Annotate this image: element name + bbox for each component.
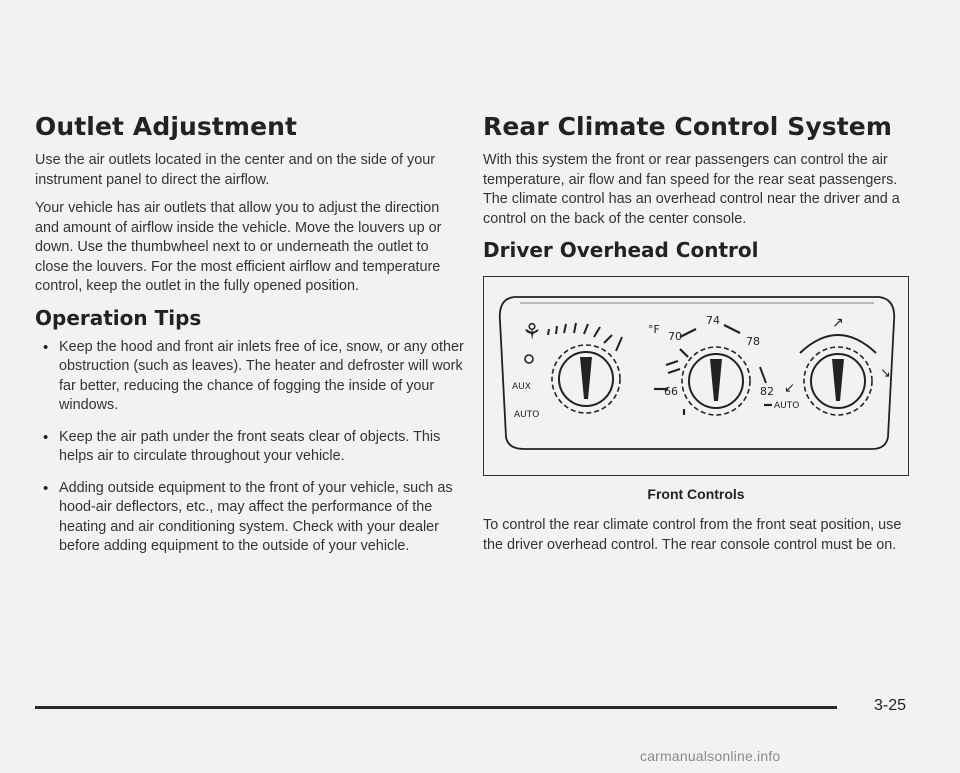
- outlet-paragraph-2: Your vehicle has air outlets that allow you to adjust the direction and amount of airflow inside the vehicle. Move the louvers up or down. Use the thumbwheel next to or underneath the outlet to close the louvers. For the most efficient airflow and temperature control, keep the outlet in the fully opened position.: [35, 200, 442, 294]
- operation-tips-heading: Operation Tips: [35, 305, 202, 330]
- auto-label-left: AUTO: [514, 410, 540, 420]
- fan-icon: ⚘: [522, 320, 542, 345]
- upper-vent-icon: ↗: [832, 315, 844, 331]
- rear-climate-intro: With this system the front or rear passengers can control the air temperature, air flow and fan speed for the rear seat passengers. The climate control has an overhead control near the driver and a control on the back of the center console.: [483, 152, 900, 227]
- list-item: • Keep the air path under the front seats clear of objects. This helps air to circulate throughout your vehicle.: [35, 428, 465, 467]
- aux-label: AUX: [512, 382, 531, 392]
- driver-overhead-heading: Driver Overhead Control: [483, 238, 759, 262]
- auto-label-right: AUTO: [774, 401, 800, 411]
- floor-vent-icon-right: ↘: [880, 366, 891, 381]
- outlet-paragraph-1: Use the air outlets located in the center and on the side of your instrument panel to direct the airflow.: [35, 152, 435, 188]
- left-column: [35, 112, 465, 569]
- rear-climate-closing: To control the rear climate control from the front seat position, use the driver overhead control. The rear console control must be on.: [483, 517, 902, 553]
- footer-rule: [35, 706, 837, 709]
- temp-78-label: 78: [746, 335, 760, 348]
- rear-climate-heading: Rear Climate Control System: [483, 112, 893, 141]
- fan-speed-ticks: [548, 323, 612, 343]
- fahrenheit-label: °F: [648, 323, 660, 336]
- operation-tips-list: [35, 338, 465, 557]
- temperature-knob[interactable]: [682, 347, 750, 415]
- mode-arc: [800, 335, 876, 353]
- list-item: • Keep the hood and front air inlets free of ice, snow, or any other obstruction (such as leaves). The heater and defroster will work far better, reducing the chance of fogging the inside of your windows.: [35, 338, 465, 416]
- figure-caption: Front Controls: [647, 486, 745, 502]
- temp-74-label: 74: [706, 314, 720, 327]
- front-controls-figure: [483, 276, 909, 476]
- temp-66-label: 66: [664, 385, 678, 398]
- climate-control-illustration: [484, 277, 910, 477]
- mode-knob[interactable]: [804, 347, 872, 415]
- floor-vent-icon-left: ↙: [784, 381, 795, 396]
- temp-82-label: 82: [760, 385, 774, 398]
- fan-knob[interactable]: [552, 345, 620, 413]
- temp-70-label: 70: [668, 330, 682, 343]
- outlet-adjustment-heading: Outlet Adjustment: [35, 112, 298, 141]
- page-number: 3-25: [874, 697, 907, 714]
- list-item: • Adding outside equipment to the front of your vehicle, such as hood-air deflectors, etc., may affect the performance of the heating and air conditioning system. Check with your dealer before adding equipment to the outside of your vehicle.: [35, 479, 465, 557]
- right-column: [483, 112, 923, 564]
- watermark: carmanualsonline.info: [640, 748, 781, 764]
- off-mark: [525, 355, 533, 363]
